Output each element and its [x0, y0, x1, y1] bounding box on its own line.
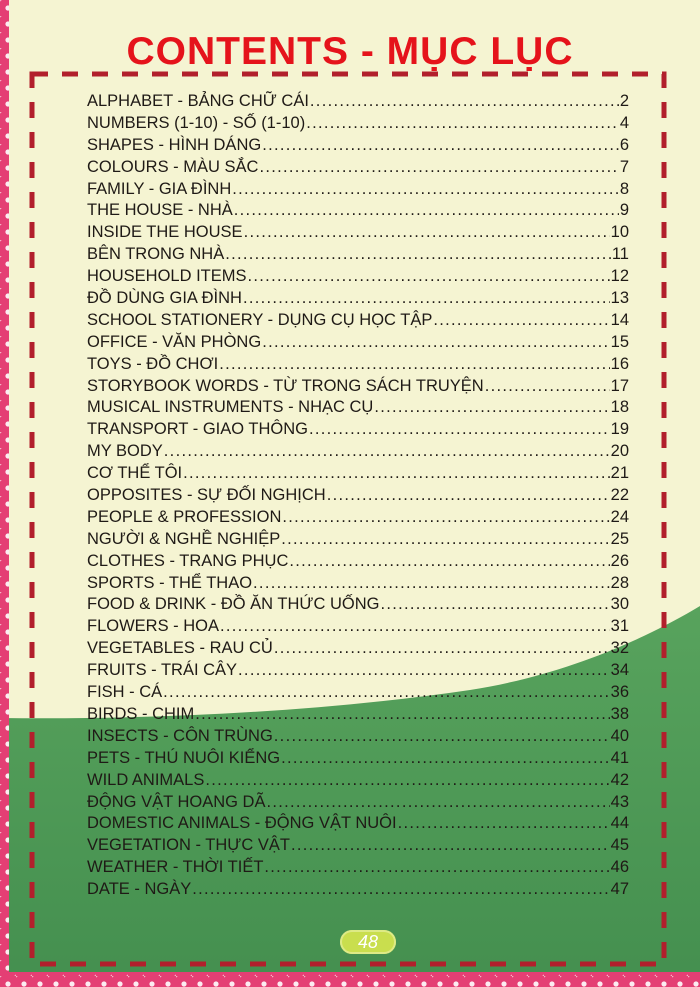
- toc-entry-title: CLOTHES - TRANG PHỤC: [87, 551, 289, 570]
- toc-entry-title: INSIDE THE HOUSE: [87, 223, 243, 242]
- toc-entry-page: 11: [611, 245, 629, 264]
- toc-entry-title: FRUITS - TRÁI CÂY: [87, 661, 238, 680]
- toc-dot-leader: [398, 814, 610, 833]
- toc-entry[interactable]: [87, 486, 629, 508]
- toc-dot-leader: [374, 398, 609, 417]
- toc-entry[interactable]: [87, 442, 629, 464]
- toc-entry[interactable]: [87, 355, 629, 377]
- toc-entry-page: 20: [610, 442, 629, 461]
- toc-entry-title: FAMILY - GIA ĐÌNH: [87, 179, 232, 198]
- toc-dot-leader: [281, 530, 609, 549]
- page-number-badge: [340, 930, 396, 954]
- toc-entry[interactable]: [87, 683, 629, 705]
- toc-entry-title: SPORTS - THỂ THAO: [87, 573, 253, 592]
- toc-entry[interactable]: [87, 530, 629, 552]
- toc-entry[interactable]: [87, 92, 629, 114]
- toc-entry[interactable]: [87, 114, 629, 136]
- toc-entry-page: 13: [610, 289, 629, 308]
- toc-entry[interactable]: [87, 333, 629, 355]
- toc-dot-leader: [433, 311, 609, 330]
- toc-entry[interactable]: [87, 574, 629, 596]
- toc-entry-page: 25: [610, 529, 629, 548]
- toc-entry[interactable]: [87, 223, 629, 245]
- toc-dot-leader: [234, 201, 619, 220]
- toc-entry[interactable]: [87, 858, 629, 880]
- toc-entry[interactable]: [87, 398, 629, 420]
- toc-dot-leader: [248, 267, 610, 286]
- toc-entry-page: 45: [610, 836, 629, 855]
- toc-entry-title: NUMBERS (1-10) - SỐ (1-10): [87, 113, 306, 132]
- toc-entry[interactable]: [87, 617, 629, 639]
- toc-dot-leader: [309, 420, 610, 439]
- toc-entry[interactable]: [87, 464, 629, 486]
- toc-entry[interactable]: [87, 749, 629, 771]
- toc-entry-page: 18: [610, 398, 629, 417]
- toc-entry-page: 8: [619, 179, 629, 198]
- toc-entry-page: 42: [610, 770, 629, 789]
- toc-dot-leader: [195, 705, 609, 724]
- toc-entry-page: 2: [619, 92, 629, 110]
- toc-entry-page: 34: [610, 661, 629, 680]
- toc-entry-title: BIRDS - CHIM: [87, 704, 195, 723]
- toc-entry[interactable]: [87, 136, 629, 158]
- toc-dot-leader: [164, 442, 610, 461]
- toc-entry[interactable]: [87, 793, 629, 815]
- toc-dot-leader: [232, 180, 619, 199]
- toc-dot-leader: [327, 486, 610, 505]
- toc-entry[interactable]: [87, 814, 629, 836]
- toc-entry-title: COLOURS - MÀU SẮC: [87, 157, 259, 176]
- toc-entry[interactable]: [87, 705, 629, 727]
- toc-entry[interactable]: [87, 158, 629, 180]
- toc-entry[interactable]: [87, 661, 629, 683]
- toc-entry-title: HOUSEHOLD ITEMS: [87, 267, 247, 286]
- toc-entry-title: BÊN TRONG NHÀ: [87, 245, 225, 264]
- toc-entry-title: ĐỒ DÙNG GIA ĐÌNH: [87, 289, 242, 308]
- toc-entry-title: TRANSPORT - GIAO THÔNG: [87, 420, 308, 439]
- toc-entry[interactable]: [87, 267, 629, 289]
- toc-entry-title: TOYS - ĐỒ CHƠI: [87, 354, 219, 373]
- toc-entry-page: 14: [610, 310, 629, 329]
- toc-entry-title: NGƯỜI & NGHỀ NGHIỆP: [87, 529, 281, 548]
- toc-dot-leader: [291, 836, 610, 855]
- toc-entry-page: 9: [619, 201, 629, 220]
- toc-dot-leader: [163, 683, 609, 702]
- toc-entry-title: OFFICE - VĂN PHÒNG: [87, 332, 262, 351]
- toc-entry-page: 46: [610, 858, 629, 877]
- toc-entry-page: 24: [610, 507, 629, 526]
- toc-entry-page: 26: [610, 551, 629, 570]
- toc-entry-page: 16: [610, 354, 629, 373]
- toc-entry[interactable]: [87, 311, 629, 333]
- toc-entry-title: WILD ANIMALS: [87, 770, 205, 789]
- toc-entry[interactable]: [87, 201, 629, 223]
- toc-entry-page: 4: [619, 113, 629, 132]
- toc-dot-leader: [238, 661, 610, 680]
- toc-entry-title: PEOPLE & PROFESSION: [87, 507, 282, 526]
- toc-entry[interactable]: [87, 771, 629, 793]
- toc-entry[interactable]: [87, 836, 629, 858]
- toc-entry-title: SHAPES - HÌNH DÁNG: [87, 135, 262, 154]
- toc-dot-leader: [485, 377, 610, 396]
- toc-entry[interactable]: [87, 727, 629, 749]
- toc-dot-leader: [282, 508, 609, 527]
- toc-entry-page: 38: [610, 704, 629, 723]
- toc-entry-title: SCHOOL STATIONERY - DỤNG CỤ HỌC TẬP: [87, 310, 433, 329]
- toc-entry[interactable]: [87, 289, 629, 311]
- toc-entry-page: 17: [610, 376, 629, 395]
- toc-entry-title: DOMESTIC ANIMALS - ĐỘNG VẬT NUÔI: [87, 814, 397, 833]
- toc-entry-title: ALPHABET - BẢNG CHỮ CÁI: [87, 92, 309, 110]
- toc-entry-title: INSECTS - CÔN TRÙNG: [87, 726, 273, 745]
- left-border-strip: [0, 0, 9, 987]
- toc-entry-page: 43: [610, 792, 629, 811]
- toc-entry-page: 31: [610, 617, 629, 636]
- toc-entry-title: VEGETABLES - RAU CỦ: [87, 639, 273, 658]
- toc-dot-leader: [281, 749, 610, 768]
- toc-entry-page: 40: [610, 726, 629, 745]
- table-of-contents: [87, 92, 629, 902]
- toc-entry-page: 7: [619, 157, 629, 176]
- toc-dot-leader: [183, 464, 610, 483]
- toc-entry-title: PETS - THÚ NUÔI KIỂNG: [87, 748, 281, 767]
- toc-entry[interactable]: [87, 880, 629, 902]
- toc-entry[interactable]: [87, 420, 629, 442]
- toc-entry[interactable]: [87, 180, 629, 202]
- toc-entry[interactable]: [87, 552, 629, 574]
- toc-dot-leader: [289, 552, 609, 571]
- toc-entry-title: ĐỘNG VẬT HOANG DÃ: [87, 792, 266, 811]
- toc-entry-page: 19: [610, 420, 629, 439]
- toc-entry-page: 6: [619, 135, 629, 154]
- toc-entry-page: 30: [610, 595, 629, 614]
- toc-entry-page: 32: [610, 639, 629, 658]
- toc-dot-leader: [274, 639, 610, 658]
- toc-dot-leader: [253, 574, 610, 593]
- page-number: 48: [357, 932, 379, 952]
- toc-dot-leader: [266, 793, 609, 812]
- toc-entry-page: 36: [610, 683, 629, 702]
- toc-dot-leader: [243, 289, 610, 308]
- toc-entry-title: THE HOUSE - NHÀ: [87, 201, 233, 220]
- toc-entry-title: MY BODY: [87, 442, 163, 461]
- toc-entry[interactable]: [87, 508, 629, 530]
- toc-dot-leader: [219, 355, 609, 374]
- toc-entry[interactable]: [87, 639, 629, 661]
- toc-entry-title: VEGETATION - THỰC VẬT: [87, 836, 290, 855]
- toc-entry-page: 15: [610, 332, 629, 351]
- toc-dot-leader: [380, 595, 609, 614]
- toc-entry-title: DATE - NGÀY: [87, 880, 192, 899]
- toc-entry-page: 41: [610, 748, 629, 767]
- toc-dot-leader: [306, 114, 619, 133]
- toc-entry[interactable]: [87, 377, 629, 399]
- toc-dot-leader: [225, 245, 611, 264]
- toc-entry[interactable]: [87, 245, 629, 267]
- toc-dot-leader: [205, 771, 609, 790]
- page-title: CONTENTS - MỤC LỤC: [126, 30, 574, 74]
- toc-entry-page: 10: [610, 223, 629, 242]
- toc-dot-leader: [262, 136, 619, 155]
- bottom-border-strip: [0, 972, 700, 987]
- toc-entry-page: 44: [610, 814, 629, 833]
- toc-dot-leader: [264, 858, 609, 877]
- toc-dot-leader: [262, 333, 609, 352]
- toc-entry-title: STORYBOOK WORDS - TỪ TRONG SÁCH TRUYỆN: [87, 376, 484, 395]
- toc-dot-leader: [274, 727, 610, 746]
- toc-entry-title: WEATHER - THỜI TIẾT: [87, 858, 264, 877]
- toc-dot-leader: [310, 92, 619, 111]
- toc-entry[interactable]: [87, 595, 629, 617]
- toc-dot-leader: [220, 617, 610, 636]
- toc-dot-leader: [192, 880, 609, 899]
- toc-entry-title: FLOWERS - HOA: [87, 617, 220, 636]
- toc-entry-page: 12: [610, 267, 629, 286]
- toc-entry-page: 47: [610, 880, 629, 899]
- toc-entry-page: 22: [610, 486, 629, 505]
- toc-dot-leader: [244, 223, 610, 242]
- toc-entry-title: OPPOSITES - SỰ ĐỐI NGHỊCH: [87, 486, 326, 505]
- toc-entry-title: FISH - CÁ: [87, 683, 163, 702]
- toc-entry-page: 28: [610, 573, 629, 592]
- toc-dot-leader: [259, 158, 618, 177]
- toc-entry-title: CƠ THỂ TÔI: [87, 464, 183, 483]
- toc-entry-title: MUSICAL INSTRUMENTS - NHẠC CỤ: [87, 398, 374, 417]
- toc-entry-title: FOOD & DRINK - ĐỒ ĂN THỨC UỐNG: [87, 595, 380, 614]
- toc-entry-page: 21: [610, 464, 629, 483]
